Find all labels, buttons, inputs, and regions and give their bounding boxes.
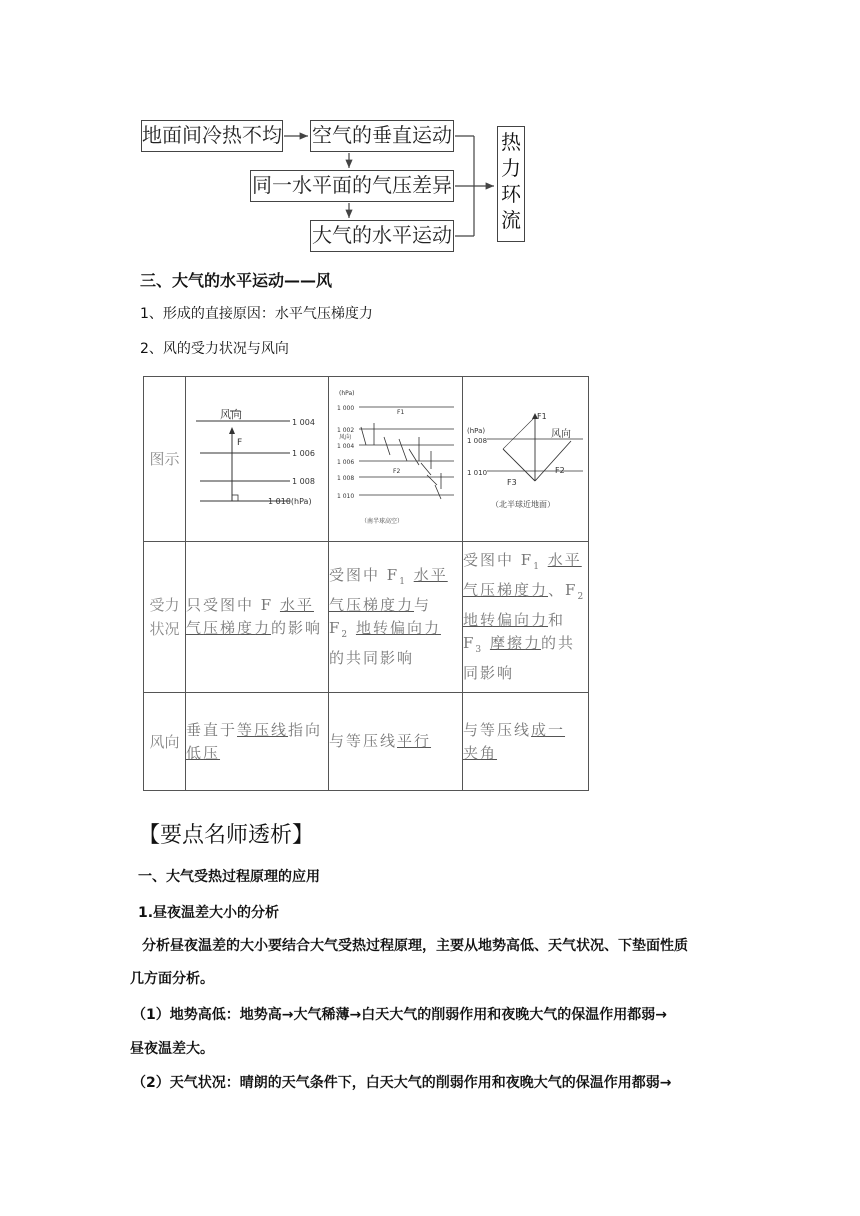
diagram-near-surface — [463, 377, 588, 537]
analysis-point-1-cont: 昼夜温差大。 — [130, 1041, 214, 1057]
diagram3-level: 1 008 — [467, 437, 488, 445]
direction-cell-1: 垂直于等压线指向 低压 — [186, 693, 329, 791]
analysis-point-2: （2）天气状况：晴朗的天气条件下，白天大气的削弱作用和夜晚大气的保温作用都弱→ — [132, 1075, 672, 1091]
force-cell-3: 受图中 $F_1$ 水平 气压梯度力、$F_2$ 地转偏向力和 $F_3$ 摩擦力的共同影响 — [463, 542, 589, 693]
row-label-force: 受力 状况 — [144, 542, 186, 693]
diagram2-level: 1 002 — [337, 427, 355, 434]
result-char: 力 — [501, 156, 521, 180]
wind-force-table — [143, 376, 589, 791]
diagram1-f-label: F — [237, 438, 243, 448]
diagram1-wind-label: 风向 — [220, 408, 242, 421]
diagram2-f2: F2 — [393, 468, 401, 475]
result-char: 环 — [501, 182, 521, 206]
diagram2-caption: （南半球高空） — [361, 518, 404, 525]
diagram-cell-2 — [329, 377, 463, 542]
diagram3-f1: F1 — [537, 412, 547, 421]
force-cell-2: 受图中 $F_1$ 水平 气压梯度力与 $F_2$ 地转偏向力 的共同影响 — [329, 542, 463, 693]
diagram1-level: 1 010(hPa) — [268, 497, 312, 506]
diagram2-unit: (hPa) — [339, 390, 355, 397]
row-label-direction: 风向 — [144, 693, 186, 791]
diagram-cell-1 — [186, 377, 329, 542]
diagram-cell-3 — [463, 377, 589, 542]
direction-cell-2: 与等压线平行 — [329, 693, 463, 791]
diagram3-f2: F2 — [555, 466, 565, 475]
diagram2-level: 1 000 — [337, 405, 355, 412]
flow-box-vertical-motion: 空气的垂直运动 — [310, 120, 454, 152]
flow-box-uneven-heating: 地面间冷热不均 — [141, 120, 283, 152]
analysis-paragraph-1-cont: 几方面分析。 — [130, 971, 214, 987]
analysis-point-1: （1）地势高低：地势高→大气稀薄→白天大气的削弱作用和夜晚大气的保温作用都弱→ — [132, 1007, 667, 1023]
analysis-paragraph-1: 分析昼夜温差的大小要结合大气受热过程原理，主要从地势高低、天气状况、下垫面性质 — [142, 938, 688, 954]
diagram2-level: 1 006 — [337, 459, 355, 466]
force-cell-1: 只受图中 F 水平 气压梯度力的影响 — [186, 542, 329, 693]
analysis-subheading-1: 一、大气受热过程原理的应用 — [138, 869, 320, 885]
diagram3-wind-label: 风向 — [551, 429, 571, 440]
flow-arrows — [0, 0, 860, 260]
diagram2-f1: F1 — [397, 409, 405, 416]
result-char: 热 — [501, 130, 521, 154]
diagram2-level: 1 008 — [337, 475, 355, 482]
analysis-subheading-2: 1.昼夜温差大小的分析 — [138, 905, 280, 921]
diagram3-unit: (hPa) — [467, 427, 486, 435]
diagram1-level: 1 008 — [292, 477, 315, 486]
diagram2-level: 1 010 — [337, 493, 355, 500]
diagram-gradient-only — [186, 377, 328, 537]
section-item-2: 2、风的受力状况与风向 — [140, 341, 289, 357]
direction-cell-3: 与等压线成一 夹角 — [463, 693, 589, 791]
diagram1-level: 1 004 — [292, 418, 315, 427]
diagram3-caption: （北半球近地面） — [491, 500, 555, 509]
section-title: 三、大气的水平运动——风 — [140, 271, 333, 290]
diagram-upper-air — [329, 377, 462, 537]
diagram3-level: 1 010 — [467, 469, 488, 477]
diagram1-level: 1 006 — [292, 449, 315, 458]
result-char: 流 — [501, 208, 521, 232]
diagram3-f3: F3 — [507, 478, 517, 487]
diagram2-wind-label: 风向 — [339, 434, 352, 441]
section-item-1: 1、形成的直接原因：水平气压梯度力 — [140, 306, 373, 322]
flow-box-pressure-difference: 同一水平面的气压差异 — [250, 170, 454, 202]
flow-box-horizontal-motion: 大气的水平运动 — [310, 220, 454, 252]
row-label-diagram: 图示 — [144, 377, 186, 542]
analysis-heading: 【要点名师透析】 — [138, 823, 315, 848]
diagram2-level: 1 004 — [337, 443, 355, 450]
